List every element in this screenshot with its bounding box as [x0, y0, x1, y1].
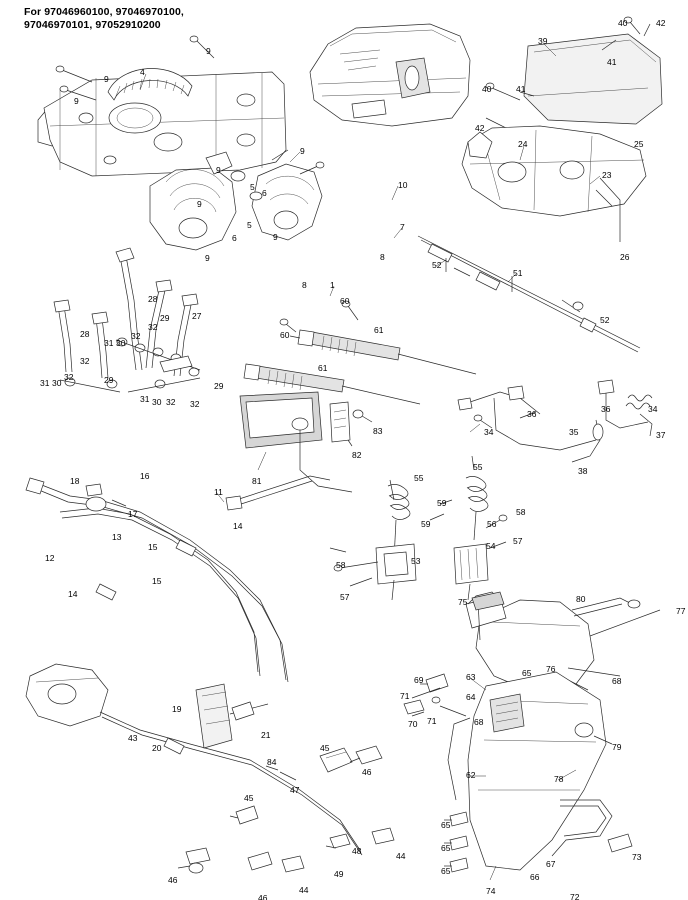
callout-49: 49 — [334, 869, 344, 879]
fender-deck-assembly — [462, 126, 646, 242]
callout-12: 12 — [45, 553, 55, 563]
callout-40: 40 — [618, 18, 628, 28]
callout-44: 44 — [396, 851, 406, 861]
callout-59: 59 — [421, 519, 431, 529]
callout-30: 30 — [52, 378, 62, 388]
brake-linkage — [458, 380, 652, 462]
callout-78: 78 — [554, 774, 564, 784]
callout-60: 60 — [340, 296, 350, 306]
callout-32: 32 — [131, 331, 141, 341]
callout-31: 31 — [140, 394, 150, 404]
dampers — [244, 301, 476, 404]
callout-18: 18 — [70, 476, 80, 486]
callout-71: 71 — [427, 716, 437, 726]
callout-26: 26 — [620, 252, 630, 262]
callout-44: 44 — [299, 885, 309, 895]
callout-65: 65 — [441, 866, 451, 876]
callout-61: 61 — [318, 363, 328, 373]
callout-84: 84 — [267, 757, 277, 767]
callout-46: 46 — [258, 893, 268, 900]
callout-83: 83 — [373, 426, 383, 436]
cable-harness — [26, 476, 362, 855]
callout-71: 71 — [400, 691, 410, 701]
callout-57: 57 — [513, 536, 523, 546]
callout-41: 41 — [607, 57, 617, 67]
callout-17: 17 — [128, 509, 138, 519]
callout-40: 40 — [482, 84, 492, 94]
callout-72: 72 — [570, 892, 580, 900]
callout-81: 81 — [252, 476, 262, 486]
callout-52: 52 — [432, 260, 442, 270]
callout-32: 32 — [190, 399, 200, 409]
callout-9: 9 — [205, 253, 210, 263]
callout-57: 57 — [340, 592, 350, 602]
callout-66: 66 — [530, 872, 540, 882]
callout-77: 77 — [676, 606, 686, 616]
callout-32: 32 — [64, 372, 74, 382]
callout-46: 46 — [168, 875, 178, 885]
callout-61: 61 — [374, 325, 384, 335]
callout-32: 32 — [80, 356, 90, 366]
callout-36: 36 — [601, 404, 611, 414]
callout-14: 14 — [68, 589, 78, 599]
callout-19: 19 — [172, 704, 182, 714]
callout-29: 29 — [160, 313, 170, 323]
callout-74: 74 — [486, 886, 496, 896]
dash-frame-assembly — [38, 68, 286, 176]
callout-65: 65 — [522, 668, 532, 678]
callout-80: 80 — [576, 594, 586, 604]
callout-23: 23 — [602, 170, 612, 180]
callout-53: 53 — [411, 556, 421, 566]
callout-67: 67 — [546, 859, 556, 869]
callout-6: 6 — [232, 233, 237, 243]
callout-36: 36 — [527, 409, 537, 419]
callout-15: 15 — [148, 542, 158, 552]
callout-9: 9 — [74, 96, 79, 106]
callout-9: 9 — [197, 199, 202, 209]
callout-10: 10 — [398, 180, 408, 190]
callout-4: 4 — [140, 67, 145, 77]
callout-16: 16 — [140, 471, 150, 481]
callout-32: 32 — [166, 397, 176, 407]
callout-34: 34 — [648, 404, 658, 414]
callout-9: 9 — [104, 74, 109, 84]
model-line-2: 97046970101, 97052910200 — [24, 19, 161, 31]
callout-28: 28 — [80, 329, 90, 339]
callout-15: 15 — [152, 576, 162, 586]
hood-assembly — [310, 24, 470, 126]
callout-42: 42 — [656, 18, 666, 28]
model-line-1: For 97046960100, 97046970100, — [24, 6, 184, 18]
callout-43: 43 — [128, 733, 138, 743]
callout-9: 9 — [206, 46, 211, 56]
callout-62: 62 — [466, 770, 476, 780]
callout-64: 64 — [466, 692, 476, 702]
callout-29: 29 — [104, 375, 114, 385]
callout-75: 75 — [458, 597, 468, 607]
callout-58: 58 — [516, 507, 526, 517]
callout-24: 24 — [518, 139, 528, 149]
callout-69: 69 — [414, 675, 424, 685]
callout-5: 5 — [250, 182, 255, 192]
callout-38: 38 — [578, 466, 588, 476]
seat-assembly — [486, 17, 662, 128]
callout-65: 65 — [441, 820, 451, 830]
callout-31: 31 — [40, 378, 50, 388]
callout-76: 76 — [546, 664, 556, 674]
callout-47: 47 — [290, 785, 300, 795]
callout-46: 46 — [362, 767, 372, 777]
callout-31: 31 — [104, 338, 114, 348]
control-levers — [54, 248, 200, 392]
callout-58: 58 — [336, 560, 346, 570]
callout-27: 27 — [192, 311, 202, 321]
callout-25: 25 — [634, 139, 644, 149]
callout-5: 5 — [247, 220, 252, 230]
callout-63: 63 — [466, 672, 476, 682]
callout-14: 14 — [233, 521, 243, 531]
callout-41: 41 — [516, 84, 526, 94]
callout-6: 6 — [262, 188, 267, 198]
callout-52: 52 — [600, 315, 610, 325]
callout-28: 28 — [148, 294, 158, 304]
callout-8: 8 — [302, 280, 307, 290]
callout-7: 7 — [400, 222, 405, 232]
callout-1: 1 — [330, 280, 335, 290]
callout-70: 70 — [408, 719, 418, 729]
callout-37: 37 — [656, 430, 666, 440]
chute-assembly — [404, 592, 660, 872]
callout-82: 82 — [352, 450, 362, 460]
callout-59: 59 — [437, 498, 447, 508]
callout-68: 68 — [612, 676, 622, 686]
callout-73: 73 — [632, 852, 642, 862]
callout-68: 68 — [474, 717, 484, 727]
linkage-rods — [418, 236, 640, 352]
callout-60: 60 — [280, 330, 290, 340]
callout-55: 55 — [414, 473, 424, 483]
callout-9: 9 — [216, 165, 221, 175]
callout-8: 8 — [380, 252, 385, 262]
callout-45: 45 — [244, 793, 254, 803]
callout-13: 13 — [112, 532, 122, 542]
callout-34: 34 — [484, 427, 494, 437]
callout-51: 51 — [513, 268, 523, 278]
callout-56: 56 — [487, 519, 497, 529]
callout-42: 42 — [475, 123, 485, 133]
callout-55: 55 — [473, 462, 483, 472]
callout-30: 30 — [116, 338, 126, 348]
callout-35: 35 — [569, 427, 579, 437]
callout-20: 20 — [152, 743, 162, 753]
callout-54: 54 — [486, 541, 496, 551]
callout-21: 21 — [261, 730, 271, 740]
callout-79: 79 — [612, 742, 622, 752]
callout-32: 32 — [148, 322, 158, 332]
callout-9: 9 — [273, 232, 278, 242]
callout-65: 65 — [441, 843, 451, 853]
callout-29: 29 — [214, 381, 224, 391]
callout-30: 30 — [152, 397, 162, 407]
callout-48: 48 — [352, 846, 362, 856]
callout-45: 45 — [320, 743, 330, 753]
callout-11: 11 — [214, 487, 223, 497]
callout-9: 9 — [300, 146, 305, 156]
callout-39: 39 — [538, 36, 548, 46]
